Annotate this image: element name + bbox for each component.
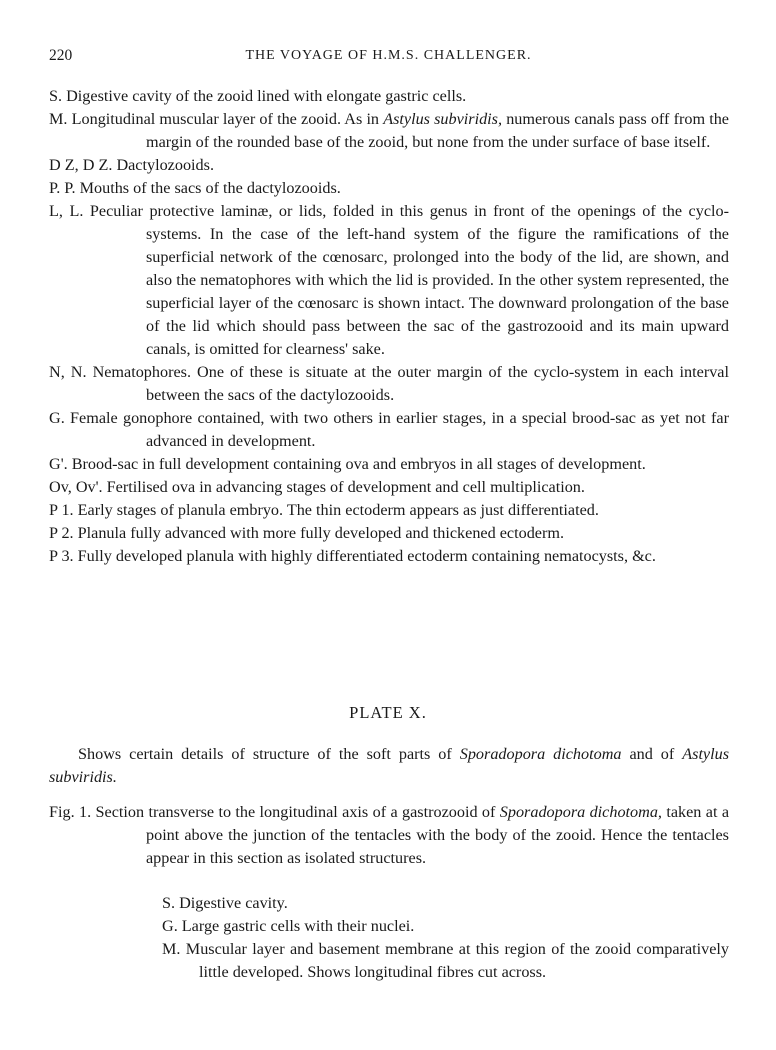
figure-subentries (162, 892, 729, 984)
legend-entry: P 2. Planula fully advanced with more fully developed and thickened ectoderm. (49, 524, 565, 542)
legend-entry: N, N. Nematophores. One of these is situate at the outer margin of the cyclo-system in each interval between the sacs of the dactylozooids. (49, 363, 729, 404)
legend-entry: S. Digestive cavity of the zooid lined with elongate gastric cells. (49, 87, 467, 105)
figure-entry: Fig. 1. Section transverse to the longitudinal axis of a gastrozooid of Sporadopora dichotoma, taken at a point above the junction of the tentacles with the body of the zooid. Hence the tentacles appear in this section as isolated structures. (49, 803, 730, 867)
figure-subentry: M. Muscular layer and basement membrane at this region of the zooid comparatively little developed. Shows longitudinal fibres cut across. (162, 940, 730, 981)
plate-heading: PLATE X. (349, 703, 427, 722)
page-header (49, 47, 728, 69)
legend-entry: G. Female gonophore contained, with two others in earlier stages, in a special brood-sac as yet not far advanced in development. (49, 409, 730, 450)
legend-entry: Ov, Ov'. Fertilised ova in advancing stages of development and cell multiplication. (49, 478, 585, 496)
page-number: 220 (49, 47, 73, 64)
running-head: THE VOYAGE OF H.M.S. CHALLENGER. (245, 48, 532, 63)
legend-entry: L, L. Peculiar protective laminæ, or lids, folded in this genus in front of the openings of the cyclo-systems. In the case of the left-hand system of the figure the ramifications of the superficial network of the cœnosarc, prolonged into the body of the lid, are shown, and also the nematophores with which the lid is provided. In the other system represented, the superficial layer of the cœnosarc is shown intact. The downward prolongation of the base of the lid which should pass between the sac of the gastrozooid and its main upward canals, is omitted for clearness' sake. (49, 202, 729, 358)
figure-subentry: G. Large gastric cells with their nuclei. (162, 917, 415, 935)
legend-entry: M. Longitudinal muscular layer of the zooid. As in Astylus subviridis, numerous canals pass off from the margin of the rounded base of the zooid, but none from the under surface of base itself. (49, 110, 729, 151)
legend-entry: P. P. Mouths of the sacs of the dactylozooids. (49, 179, 341, 197)
legend-entry: D Z, D Z. Dactylozooids. (49, 156, 214, 174)
figure-subentry: S. Digestive cavity. (162, 894, 288, 912)
figure-description (49, 801, 729, 870)
legend-entry: P 1. Early stages of planula embryo. The thin ectoderm appears as just differentiated. (49, 501, 599, 519)
legend-list (49, 85, 729, 568)
legend-entry: G'. Brood-sac in full development containing ova and embryos in all stages of development. (49, 455, 646, 473)
plate-intro: Shows certain details of structure of the soft parts of Sporadopora dichotoma and of Astylus subviridis. (49, 745, 730, 786)
legend-entry: P 3. Fully developed planula with highly differentiated ectoderm containing nematocysts, &c. (49, 547, 656, 565)
